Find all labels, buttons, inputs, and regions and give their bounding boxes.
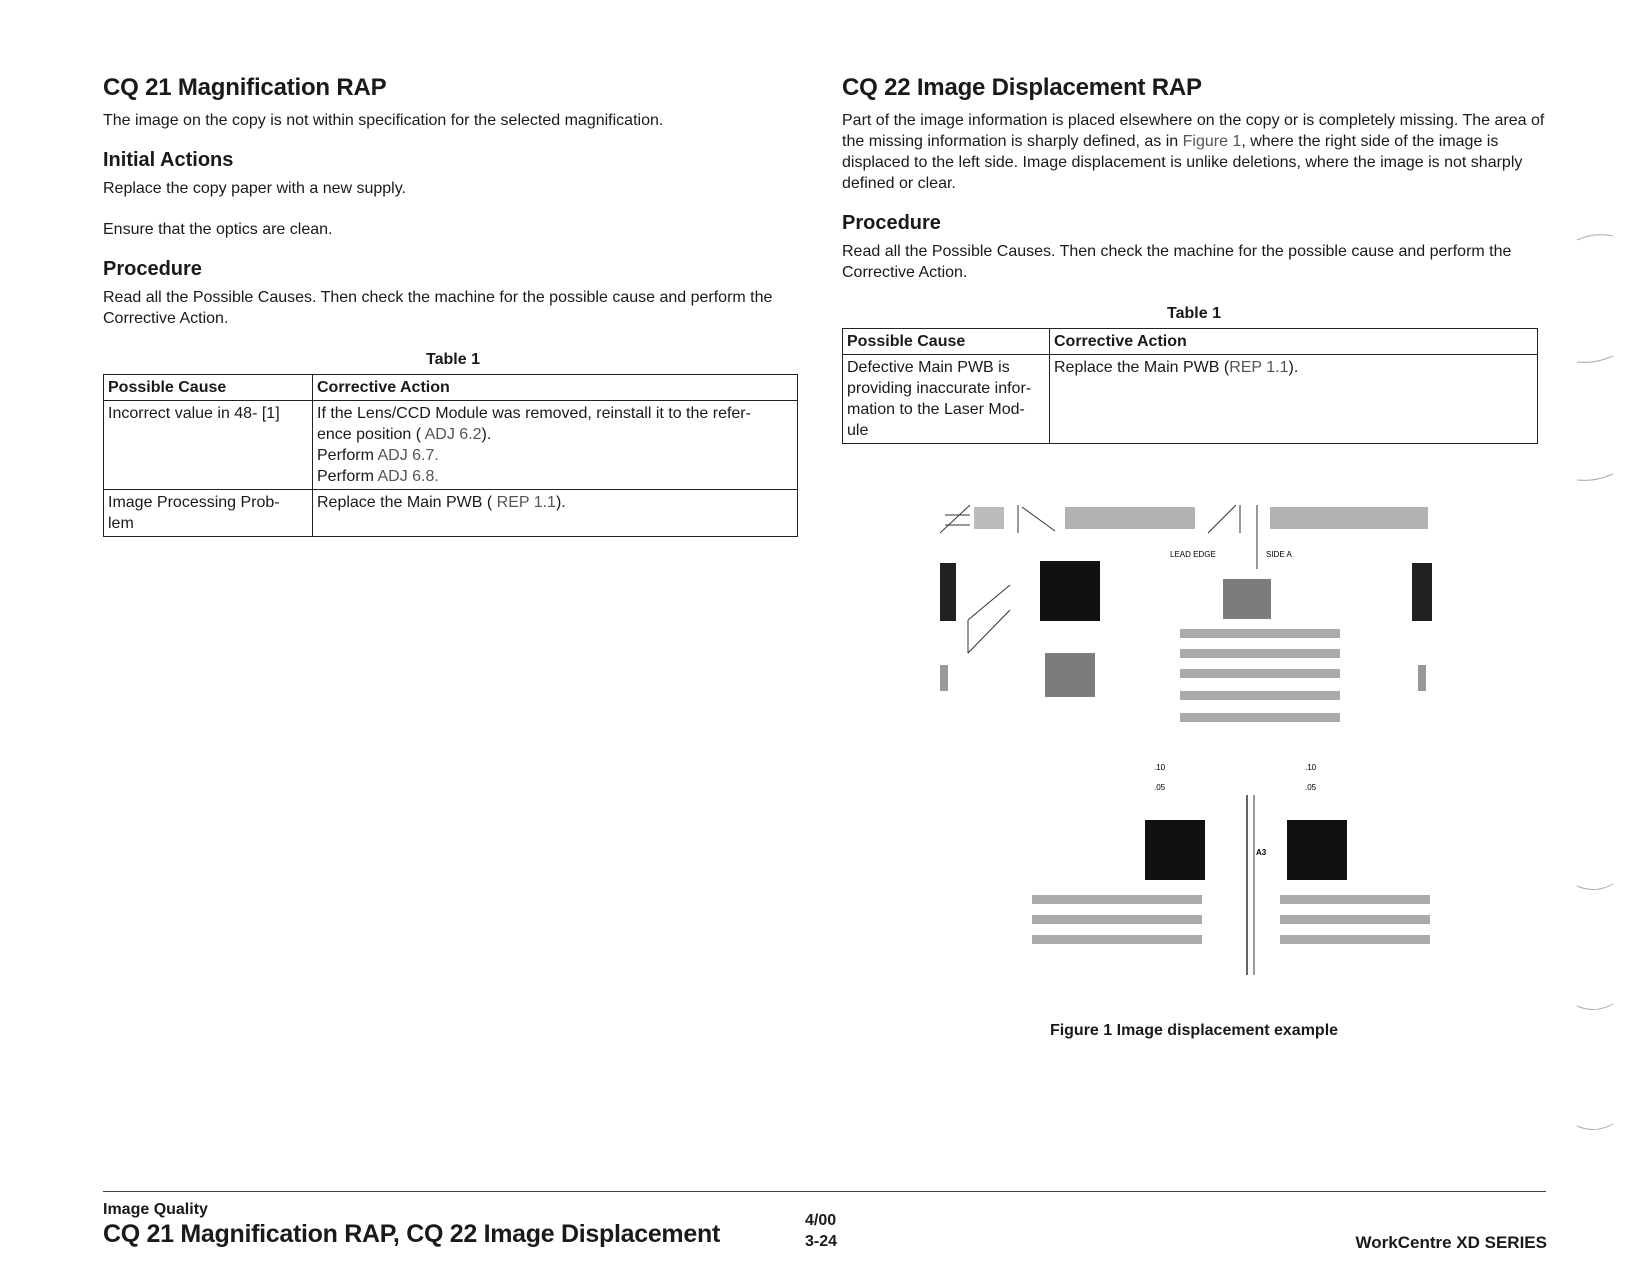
initial-action-1: Replace the copy paper with a new supply.: [103, 180, 406, 197]
test-pattern-graphic: [940, 505, 1432, 983]
black-patch-lower-left: [1145, 820, 1205, 880]
rep-1-1-link[interactable]: REP 1.1: [1229, 359, 1289, 376]
adj-6-8-link[interactable]: ADJ 6.8.: [377, 468, 439, 485]
rep-1-1-link[interactable]: REP 1.1: [496, 494, 556, 511]
value-10-left: .10: [1154, 763, 1166, 772]
value-10-right: .10: [1305, 763, 1317, 772]
margin-scribble: [1575, 1120, 1615, 1134]
cq22-title: CQ 22 Image Displacement RAP: [842, 74, 1202, 101]
resolution-target-top: [1223, 579, 1271, 619]
cq21-table-caption: Table 1: [426, 351, 480, 368]
cq21-procedure-heading: Procedure: [103, 258, 202, 280]
cq22-intro: Part of the image information is placed elsewhere on the copy or is completely missing. The area of the missing information is sharply defined, as in Figure 1, where the right side of the image is displaced to the left side. Image displacement is unlike deletions, where the image is not sharply defined or clear.: [842, 112, 1545, 192]
table-header-row: [104, 375, 798, 401]
cq21-table: [103, 374, 798, 537]
right-density-bar: [1412, 563, 1432, 621]
left-density-bar: [940, 563, 956, 621]
adj-6-2-link[interactable]: ADJ 6.2: [424, 426, 482, 443]
action-cell: If the Lens/CCD Module was removed, reinstall it to the refer- ence position ( ADJ 6.2). Perform ADJ 6.7. Perform ADJ 6.8.: [313, 401, 798, 490]
margin-scribble: [1575, 230, 1615, 244]
table-row: [843, 355, 1538, 444]
a3-label: A3: [1256, 848, 1267, 857]
initial-actions-heading: Initial Actions: [103, 149, 234, 171]
value-05-left: .05: [1154, 783, 1166, 792]
cause-cell: Image Processing Prob- lem: [104, 490, 313, 537]
action-cell: Replace the Main PWB ( REP 1.1).: [313, 490, 798, 537]
table-row: [104, 401, 798, 490]
initial-action-2: Ensure that the optics are clean.: [103, 221, 333, 238]
footer-date: 4/00: [805, 1212, 837, 1229]
cq22-procedure-text: Read all the Possible Causes. Then check the machine for the possible cause and perform the Corrective Action.: [842, 243, 1512, 281]
footer-page-number: 3-24: [805, 1233, 838, 1250]
cq22-table-caption: Table 1: [1167, 305, 1221, 322]
figure-1-link[interactable]: Figure 1: [1182, 133, 1242, 150]
top-pattern-band: [940, 505, 1428, 569]
lead-edge-label: LEAD EDGE: [1170, 550, 1216, 559]
resolution-target-left: [1045, 653, 1095, 697]
header-corrective-action: Corrective Action: [313, 375, 798, 401]
margin-scribble: [1575, 352, 1615, 366]
margin-scribble: [1575, 880, 1615, 894]
triangle-ruler: [968, 585, 1010, 653]
header-possible-cause: Possible Cause: [104, 375, 313, 401]
cause-cell: Incorrect value in 48- [1]: [104, 401, 313, 490]
side-a-label: SIDE A: [1266, 550, 1292, 559]
cq21-title: CQ 21 Magnification RAP: [103, 74, 387, 101]
header-possible-cause: Possible Cause: [843, 329, 1050, 355]
cause-cell: Defective Main PWB is providing inaccurate infor- mation to the Laser Mod- ule: [843, 355, 1050, 444]
table-row: [104, 490, 798, 537]
black-patch-upper: [1040, 561, 1100, 621]
cq22-procedure-heading: Procedure: [842, 212, 941, 234]
value-05-right: .05: [1305, 783, 1317, 792]
figure-caption: Figure 1 Image displacement example: [1049, 1022, 1339, 1039]
footer-title: CQ 21 Magnification RAP, CQ 22 Image Displacement: [103, 1220, 720, 1248]
cq21-procedure-text: Read all the Possible Causes. Then check the machine for the possible cause and perform the Corrective Action.: [103, 289, 773, 327]
image-displacement-figure: [940, 505, 1432, 983]
cq22-table: [842, 328, 1538, 444]
adj-6-7-link[interactable]: ADJ 6.7.: [377, 447, 439, 464]
margin-scribble: [1575, 1000, 1615, 1014]
left-column: [103, 66, 803, 537]
cq21-intro: The image on the copy is not within specification for the selected magnification.: [103, 112, 664, 129]
black-patch-lower-right: [1287, 820, 1347, 880]
header-corrective-action: Corrective Action: [1050, 329, 1538, 355]
table-header-row: [843, 329, 1538, 355]
footer-section: Image Quality: [103, 1201, 208, 1218]
margin-scribble: [1575, 470, 1615, 484]
action-cell: Replace the Main PWB (REP 1.1).: [1050, 355, 1538, 444]
footer-series: WorkCentre XD SERIES: [1355, 1233, 1547, 1252]
right-column: [842, 66, 1546, 444]
footer-divider: [103, 1191, 1546, 1192]
